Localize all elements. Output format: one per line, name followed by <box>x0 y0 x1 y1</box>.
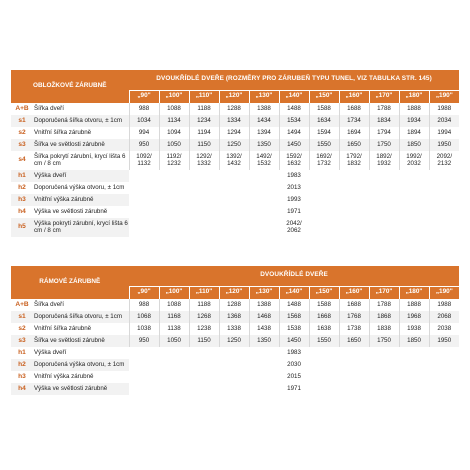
table-row <box>11 371 459 383</box>
table-row <box>11 323 459 335</box>
dimension-value: 1950 <box>429 335 459 347</box>
dimension-value: 1468 <box>249 311 279 323</box>
span-blank <box>309 182 459 194</box>
dimension-code: s2 <box>18 324 26 332</box>
dimension-value: 1134 <box>159 115 189 127</box>
dimension-value: 1834 <box>369 115 399 127</box>
dimension-label: Výška pokrytí zárubní, krycí lišta 6 cm / 8 cm <box>33 218 129 237</box>
dimension-value: 1192/ 1232 <box>159 151 189 170</box>
dimension-value: 1050 <box>159 139 189 151</box>
dimension-value: 1638 <box>309 323 339 335</box>
dimension-value: 1550 <box>309 335 339 347</box>
size-header: „160" <box>339 90 369 103</box>
dimension-value: 1050 <box>159 335 189 347</box>
dimension-label: Šířka pokrytí zárubní, krycí lišta 6 cm / 8 cm <box>34 153 126 167</box>
dimension-value: 1188 <box>189 299 219 311</box>
size-header: „130" <box>249 286 279 299</box>
dimension-value: 994 <box>129 127 159 139</box>
table-row <box>11 359 459 371</box>
size-header: „130" <box>249 90 279 103</box>
table-row <box>11 311 459 323</box>
dimension-code: s4 <box>18 156 26 164</box>
size-header: „190" <box>429 90 459 103</box>
dimension-value: 1750 <box>369 139 399 151</box>
table-title: DVOUKŘÍDLÉ DVEŘE <box>129 266 459 286</box>
dimension-label: Výška ve světlosti zárubně <box>34 207 108 215</box>
dimension-value: 1634 <box>309 115 339 127</box>
size-header: „90" <box>129 286 159 299</box>
dimension-value: 1650 <box>339 139 369 151</box>
dimension-value: 1150 <box>189 335 219 347</box>
dimension-value: 1838 <box>369 323 399 335</box>
dimension-value: 1650 <box>339 335 369 347</box>
height-value: 2042/ 2062 <box>286 220 302 234</box>
dimension-value: 1034 <box>129 115 159 127</box>
dimension-code: h5 <box>11 218 33 237</box>
dimension-code: h4 <box>11 383 33 395</box>
dimension-code: s1 <box>11 311 33 323</box>
dimension-value: 1892/ 1932 <box>369 151 399 170</box>
dimension-value: 1238 <box>189 323 219 335</box>
span-blank <box>309 206 459 218</box>
dimension-value: 1688 <box>339 103 369 115</box>
dimension-code: s3 <box>11 139 33 151</box>
table-row <box>11 103 459 115</box>
table-row <box>11 127 459 139</box>
dimension-value: 1988 <box>429 103 459 115</box>
dimension-label: Vnitřní šířka zárubně <box>34 128 92 136</box>
dimension-value: 1350 <box>249 139 279 151</box>
size-header: „170" <box>369 90 399 103</box>
dimension-value: 1388 <box>249 103 279 115</box>
table-row <box>11 182 459 194</box>
dimension-value: 1492/ 1532 <box>249 151 279 170</box>
table-row <box>11 115 459 127</box>
span-blank <box>129 194 279 206</box>
dimension-value: 1850 <box>399 139 429 151</box>
dimension-code: A+B <box>15 104 29 112</box>
dimension-value: 2092/ 2132 <box>429 151 459 170</box>
table-row <box>11 218 459 237</box>
span-blank <box>309 383 459 395</box>
height-value: 2015 <box>287 372 301 380</box>
dimension-value: 1794 <box>369 127 399 139</box>
size-header: „150" <box>309 90 339 103</box>
header-row <box>11 266 459 286</box>
dimension-value: 1668 <box>309 311 339 323</box>
size-header: „160" <box>339 286 369 299</box>
dimension-value: 1792/ 1832 <box>339 151 369 170</box>
span-blank <box>129 170 279 182</box>
dimension-label: Doporučená šířka otvoru, ± 1cm <box>33 311 129 323</box>
table-row <box>11 347 459 359</box>
dimension-value: 1992/ 2032 <box>399 151 429 170</box>
dimension-value: 1394 <box>249 127 279 139</box>
frame-type-label: RÁMOVÉ ZÁRUBNĚ <box>11 266 129 299</box>
size-header: „150" <box>309 286 339 299</box>
dimension-value: 1288 <box>219 103 249 115</box>
dimension-value: 1568 <box>279 311 309 323</box>
table-title: DVOUKŘÍDLÉ DVEŘE (ROZMĚRY PRO ZÁRUBEŇ TYPU TUNEL, VIZ TABULKA STR. 145) <box>129 70 459 90</box>
dimension-label: Výška dveří <box>34 348 67 356</box>
table-row <box>11 170 459 182</box>
span-blank <box>129 218 279 237</box>
dimension-code: h3 <box>18 372 26 380</box>
dimension-value: 1694 <box>339 127 369 139</box>
span-blank <box>129 371 279 383</box>
size-header: „120" <box>219 286 249 299</box>
dimension-value: 1434 <box>249 115 279 127</box>
dimension-label: Výška ve světlosti zárubně <box>33 383 129 395</box>
size-header: „100" <box>159 286 189 299</box>
height-value: 2030 <box>287 360 301 368</box>
dimension-label: Doporučená výška otvoru, ± 1cm <box>34 183 125 191</box>
dimension-value: 1368 <box>219 311 249 323</box>
size-header: „110" <box>189 90 219 103</box>
dimension-value: 1338 <box>219 323 249 335</box>
dimension-code: h2 <box>18 183 26 191</box>
span-blank <box>309 371 459 383</box>
dimension-label: Vnitřní šířka zárubně <box>34 324 92 332</box>
size-header: „100" <box>159 90 189 103</box>
table-row <box>11 383 459 395</box>
dimension-code: h1 <box>18 348 26 356</box>
table-row <box>11 194 459 206</box>
door-spec-table-rim-frames <box>11 266 459 395</box>
size-header: „110" <box>189 286 219 299</box>
dimension-value: 2068 <box>429 311 459 323</box>
dimension-value: 1768 <box>339 311 369 323</box>
frame-type-label: OBLOŽKOVÉ ZÁRUBNĚ <box>11 70 129 103</box>
dimension-value: 1450 <box>279 335 309 347</box>
dimension-value: 1234 <box>189 115 219 127</box>
table-row <box>11 139 459 151</box>
dimension-code: s2 <box>18 128 26 136</box>
dimension-value: 1138 <box>159 323 189 335</box>
dimension-label: Šířka dveří <box>34 104 64 112</box>
dimension-value: 1350 <box>249 335 279 347</box>
dimension-value: 1088 <box>159 103 189 115</box>
dimension-value: 1150 <box>189 139 219 151</box>
dimension-value: 988 <box>129 299 159 311</box>
dimension-value: 1038 <box>129 323 159 335</box>
dimension-label: Doporučená výška otvoru, ± 1cm <box>33 359 129 371</box>
dimension-value: 1888 <box>399 103 429 115</box>
span-blank <box>309 218 459 237</box>
size-header: „120" <box>219 90 249 103</box>
table-row <box>11 151 459 170</box>
dimension-value: 950 <box>129 335 159 347</box>
dimension-label: Vnitřní výška zárubně <box>33 194 129 206</box>
dimension-value: 950 <box>129 139 159 151</box>
dimension-value: 1088 <box>159 299 189 311</box>
dimension-value: 1938 <box>399 323 429 335</box>
span-blank <box>129 359 279 371</box>
dimension-value: 1994 <box>429 127 459 139</box>
dimension-value: 1888 <box>399 299 429 311</box>
dimension-value: 1788 <box>369 103 399 115</box>
dimension-code: h2 <box>11 359 33 371</box>
dimension-value: 1738 <box>339 323 369 335</box>
span-blank <box>129 206 279 218</box>
size-header: „190" <box>429 286 459 299</box>
dimension-value: 1688 <box>339 299 369 311</box>
size-header: „90" <box>129 90 159 103</box>
dimension-value: 1068 <box>129 311 159 323</box>
dimension-label: Doporučená šířka otvoru, ± 1cm <box>33 115 129 127</box>
size-header: „140" <box>279 90 309 103</box>
dimension-value: 1692/ 1732 <box>309 151 339 170</box>
dimension-code: h1 <box>11 170 33 182</box>
dimension-value: 1850 <box>399 335 429 347</box>
dimension-value: 1250 <box>219 139 249 151</box>
dimension-value: 2034 <box>429 115 459 127</box>
dimension-value: 1788 <box>369 299 399 311</box>
height-value: 1971 <box>287 384 301 392</box>
dimension-value: 1934 <box>399 115 429 127</box>
table-row <box>11 206 459 218</box>
dimension-value: 1450 <box>279 139 309 151</box>
dimension-value: 1588 <box>309 299 339 311</box>
dimension-value: 1592/ 1632 <box>279 151 309 170</box>
dimension-value: 1750 <box>369 335 399 347</box>
table-row <box>11 299 459 311</box>
header-row <box>11 70 459 90</box>
dimension-value: 1594 <box>309 127 339 139</box>
height-value: 1983 <box>287 171 301 179</box>
dimension-value: 1388 <box>249 299 279 311</box>
height-value: 1971 <box>287 207 301 215</box>
dimension-value: 1968 <box>399 311 429 323</box>
size-header: „180" <box>399 286 429 299</box>
span-blank <box>309 359 459 371</box>
dimension-value: 1734 <box>339 115 369 127</box>
dimension-value: 1550 <box>309 139 339 151</box>
dimension-value: 1294 <box>219 127 249 139</box>
dimension-value: 1250 <box>219 335 249 347</box>
dimension-value: 1288 <box>219 299 249 311</box>
dimension-value: 1488 <box>279 103 309 115</box>
dimension-label: Vnitřní výška zárubně <box>34 372 94 380</box>
dimension-value: 1268 <box>189 311 219 323</box>
table-row <box>11 335 459 347</box>
dimension-value: 1534 <box>279 115 309 127</box>
span-blank <box>309 347 459 359</box>
dimension-label: Výška dveří <box>33 170 129 182</box>
dimension-value: 1988 <box>429 299 459 311</box>
dimension-value: 1092/ 1132 <box>129 151 159 170</box>
height-value: 2013 <box>287 183 301 191</box>
size-header: „170" <box>369 286 399 299</box>
span-blank <box>309 194 459 206</box>
dimension-value: 1494 <box>279 127 309 139</box>
dimension-value: 1094 <box>159 127 189 139</box>
dimension-value: 1538 <box>279 323 309 335</box>
size-header: „180" <box>399 90 429 103</box>
dimension-label: Šířka ve světlosti zárubně <box>33 139 129 151</box>
height-value: 1983 <box>287 348 301 356</box>
dimension-value: 2038 <box>429 323 459 335</box>
dimension-code: h4 <box>18 207 26 215</box>
dimension-code: s3 <box>11 335 33 347</box>
dimension-code: s1 <box>11 115 33 127</box>
dimension-value: 1392/ 1432 <box>219 151 249 170</box>
span-blank <box>129 347 279 359</box>
dimension-value: 1194 <box>189 127 219 139</box>
dimension-value: 1438 <box>249 323 279 335</box>
dimension-value: 1188 <box>189 103 219 115</box>
dimension-value: 1588 <box>309 103 339 115</box>
dimension-value: 1488 <box>279 299 309 311</box>
span-blank <box>129 383 279 395</box>
door-spec-table-lining-frames <box>11 70 459 237</box>
span-blank <box>309 170 459 182</box>
dimension-value: 1168 <box>159 311 189 323</box>
dimension-value: 1868 <box>369 311 399 323</box>
dimension-label: Šířka ve světlosti zárubně <box>33 335 129 347</box>
dimension-value: 1894 <box>399 127 429 139</box>
dimension-value: 1292/ 1332 <box>189 151 219 170</box>
dimension-label: Šířka dveří <box>34 300 64 308</box>
dimension-code: A+B <box>15 300 29 308</box>
size-header: „140" <box>279 286 309 299</box>
dimension-value: 988 <box>129 103 159 115</box>
span-blank <box>129 182 279 194</box>
dimension-value: 1950 <box>429 139 459 151</box>
height-value: 1993 <box>287 195 301 203</box>
dimension-code: h3 <box>11 194 33 206</box>
dimension-value: 1334 <box>219 115 249 127</box>
